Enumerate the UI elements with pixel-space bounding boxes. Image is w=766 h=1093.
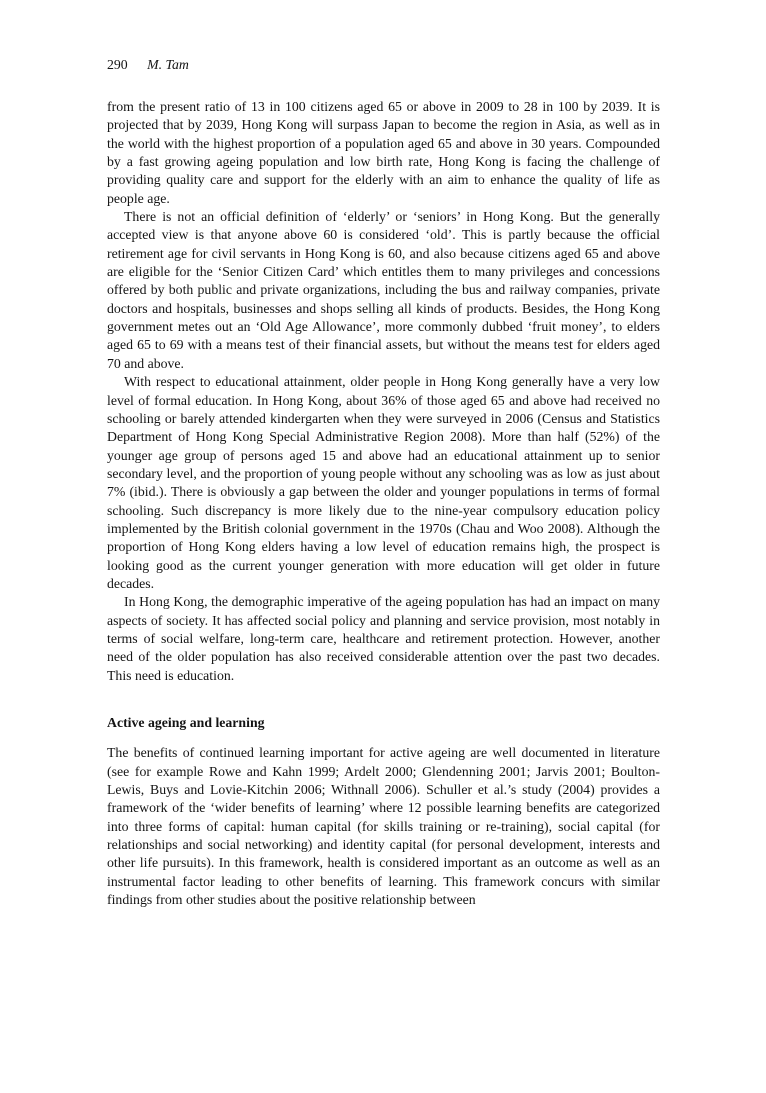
page-header xyxy=(107,56,660,74)
paragraph-demographic-imperative: In Hong Kong, the demographic imperative of the ageing population has had an impact on many aspects of society. It has affected social policy and planning and service provision, most notably in terms of social welfare, long-term care, healthcare and retirement protection. However, another need of the older population has also received considerable attention over the past two decades. This need is education. xyxy=(107,594,660,683)
paragraph-elderly-definition: There is not an official definition of ‘elderly’ or ‘seniors’ in Hong Kong. But the generally accepted view is that anyone above 60 is considered ‘old’. This is partly because the official retirement age for civil servants in Hong Kong is 60, and also because citizens aged 65 and above are eligible for the ‘Senior Citizen Card’ which entitles them to many privileges and concessions offered by both public and private organizations, including the bus and railway companies, private doctors and hospitals, businesses and shops selling all kinds of products. Besides, the Hong Kong government metes out an ‘Old Age Allowance’, more commonly dubbed ‘fruit money’, to elders aged 65 to 69 with a means test of their financial assets, but without the means test for elders aged 70 and above. xyxy=(107,209,660,371)
paragraph-continuation: from the present ratio of 13 in 100 citizens aged 65 or above in 2009 to 28 in 100 by 2039. It is projected that by 2039, Hong Kong will surpass Japan to become the region in Asia, as well as in the world with the highest proportion of a population aged 65 and above in 30 years. Compounded by a fast growing ageing population and low birth rate, Hong Kong is facing the challenge of providing quality care and support for the elderly with an aim to enhance the quality of life as people age. xyxy=(107,99,660,206)
page-body xyxy=(107,98,660,909)
paragraph-active-ageing: The benefits of continued learning important for active ageing are well documented in literature (see for example Rowe and Kahn 1999; Ardelt 2000; Glendenning 2001; Jarvis 2001; Boulton-Lewis, Buys and Lovie-Kitchin 2006; Withnall 2006). Schuller et al.’s study (2004) provides a framework of the ‘wider benefits of learning’ where 12 possible learning benefits are categorized into three forms of capital: human capital (for skills training or re-training), social capital (for relationships and social networking) and identity capital (for personal development, interests and other life pursuits). In this framework, health is considered important as an outcome as well as an instrumental factor leading to other benefits of learning. This framework concurs with similar findings from other studies about the positive relationship between xyxy=(107,745,660,908)
paragraph-educational-attainment: With respect to educational attainment, older people in Hong Kong generally have a very low level of formal education. In Hong Kong, about 36% of those aged 65 and above had received no schooling or barely attended kindergarten when they were surveyed in 2006 (Census and Statistics Department of Hong Kong Special Administrative Region 2008). More than half (52%) of the younger age group of persons aged 15 and above had an educational attainment up to senior secondary level, and the proportion of young people without any schooling was as low as just about 7% (ibid.). There is obviously a gap between the older and younger populations in terms of formal schooling. Such discrepancy is more likely due to the nine-year compulsory education policy implemented by the British colonial government in the 1970s (Chau and Woo 2008). Although the proportion of Hong Kong elders having a low level of education remains high, the prospect is looking good as the current younger generation with more education will get older in future decades. xyxy=(107,374,660,591)
page-number: 290 xyxy=(107,57,128,72)
section-heading: Active ageing and learning xyxy=(107,715,265,730)
running-title: M. Tam xyxy=(147,57,189,72)
